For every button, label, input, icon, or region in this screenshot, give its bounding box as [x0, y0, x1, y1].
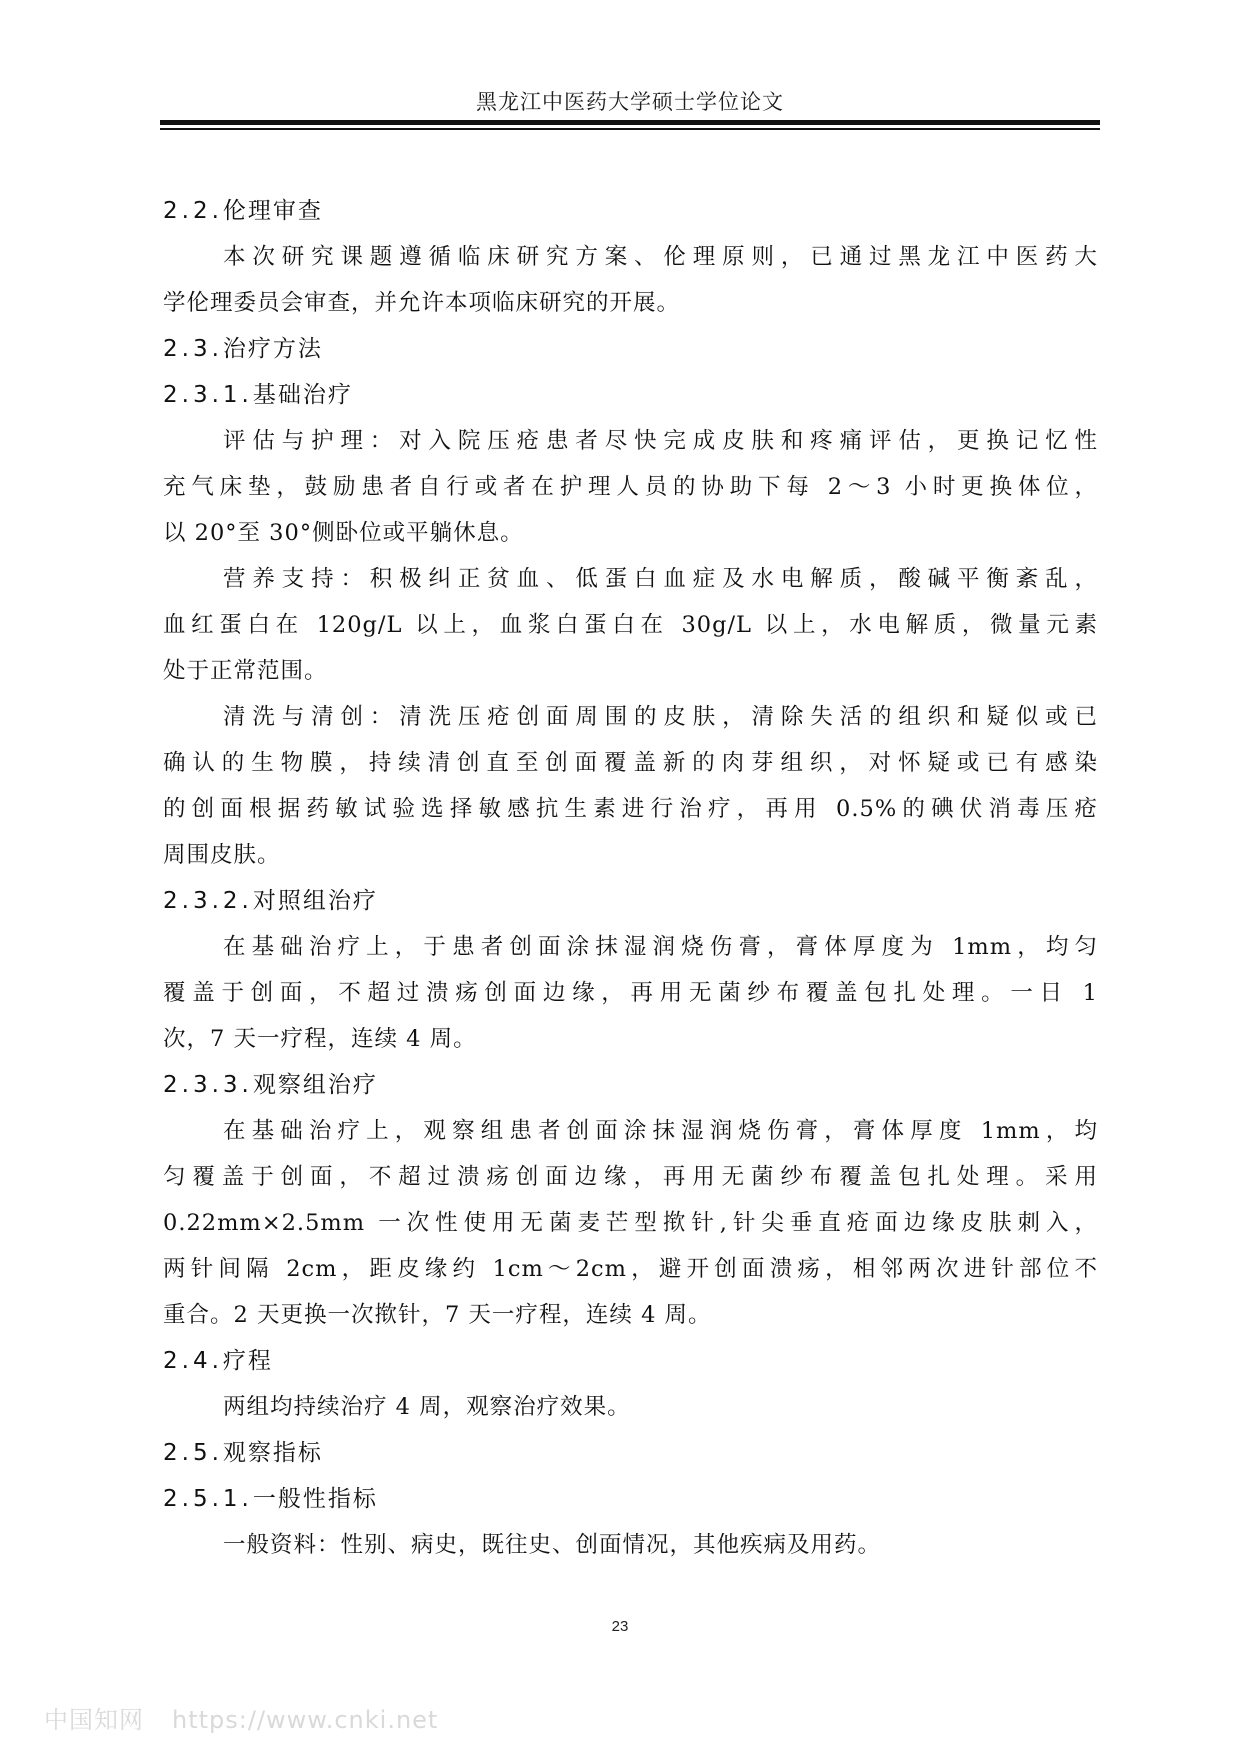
section-title: 疗程	[222, 1348, 273, 1374]
watermark-brand: 中国知网	[44, 1706, 144, 1734]
paragraph	[163, 1384, 1098, 1430]
cnki-watermark	[44, 1700, 438, 1735]
text-line: 一般资料：性别、病史，既往史、创面情况，其他疾病及用药。	[223, 1532, 882, 1558]
section-title: 观察组治疗	[252, 1072, 378, 1098]
section-number: 2.3.3.	[163, 1072, 253, 1098]
section-heading	[163, 188, 1098, 234]
text-line: 处于正常范围。	[163, 658, 328, 684]
text-line: 充气床垫，鼓励患者自行或者在护理人员的协助下每 2～3 小时更换体位，	[163, 474, 1098, 500]
page-number: 23	[611, 1618, 629, 1635]
section-number: 2.5.	[163, 1440, 223, 1466]
section-number: 2.3.1.	[163, 382, 253, 408]
watermark-url: https://www.cnki.net	[172, 1706, 439, 1734]
section-title: 基础治疗	[252, 382, 353, 408]
thesis-body	[163, 188, 1098, 1568]
text-line: 重合。2 天更换一次揿针，7 天一疗程，连续 4 周。	[163, 1302, 712, 1328]
text-line: 血红蛋白在 120g/L 以上，血浆白蛋白在 30g/L 以上，水电解质，微量元素	[163, 612, 1098, 638]
paragraph	[163, 1522, 1098, 1568]
section-number: 2.2.	[163, 198, 223, 224]
paragraph	[163, 234, 1098, 326]
section-title: 观察指标	[222, 1440, 323, 1466]
section-heading	[163, 372, 1098, 418]
text-line: 的创面根据药敏试验选择敏感抗生素进行治疗，再用 0.5%的碘伏消毒压疮	[163, 796, 1098, 822]
text-line: 在基础治疗上，观察组患者创面涂抹湿润烧伤膏，膏体厚度 1mm，均	[223, 1118, 1098, 1144]
text-line: 匀覆盖于创面，不超过溃疡创面边缘，再用无菌纱布覆盖包扎处理。采用	[163, 1164, 1098, 1190]
text-line: 学伦理委员会审查，并允许本项临床研究的开展。	[163, 290, 681, 316]
text-line: 本次研究课题遵循临床研究方案、伦理原则，已通过黑龙江中医药大	[223, 244, 1098, 270]
section-number: 2.4.	[163, 1348, 223, 1374]
paragraph	[163, 418, 1098, 556]
text-line: 覆盖于创面，不超过溃疡创面边缘，再用无菌纱布覆盖包扎处理。一日 1	[163, 980, 1098, 1006]
running-header: 黑龙江中医药大学硕士学位论文	[476, 90, 784, 114]
section-number: 2.5.1.	[163, 1486, 253, 1512]
paragraph	[163, 556, 1098, 694]
section-title: 治疗方法	[222, 336, 323, 362]
text-line: 在基础治疗上，于患者创面涂抹湿润烧伤膏，膏体厚度为 1mm，均匀	[223, 934, 1098, 960]
section-title: 伦理审查	[222, 198, 323, 224]
header-rule-thin	[160, 128, 1100, 130]
paragraph	[163, 694, 1098, 878]
text-line: 次，7 天一疗程，连续 4 周。	[163, 1026, 477, 1052]
paragraph	[163, 924, 1098, 1062]
section-heading	[163, 1338, 1098, 1384]
section-title: 对照组治疗	[252, 888, 378, 914]
text-line: 以 20°至 30°侧卧位或平躺休息。	[163, 520, 524, 546]
text-line: 周围皮肤。	[163, 842, 281, 868]
text-line: 评估与护理：对入院压疮患者尽快完成皮肤和疼痛评估，更换记忆性	[223, 428, 1098, 454]
text-line: 两针间隔 2cm，距皮缘约 1cm～2cm，避开创面溃疡，相邻两次进针部位不	[163, 1256, 1098, 1282]
text-line: 0.22mm×2.5mm 一次性使用无菌麦芒型揿针,针尖垂直疮面边缘皮肤刺入，	[163, 1210, 1098, 1236]
section-number: 2.3.	[163, 336, 223, 362]
header-rule-thick	[160, 120, 1100, 125]
section-title: 一般性指标	[252, 1486, 378, 1512]
section-heading	[163, 1476, 1098, 1522]
text-line: 两组均持续治疗 4 周，观察治疗效果。	[223, 1394, 631, 1420]
section-heading	[163, 326, 1098, 372]
text-line: 营养支持：积极纠正贫血、低蛋白血症及水电解质，酸碱平衡紊乱，	[223, 566, 1098, 592]
section-heading	[163, 1430, 1098, 1476]
section-heading	[163, 1062, 1098, 1108]
paragraph	[163, 1108, 1098, 1338]
section-heading	[163, 878, 1098, 924]
text-line: 确认的生物膜，持续清创直至创面覆盖新的肉芽组织，对怀疑或已有感染	[163, 750, 1098, 776]
section-number: 2.3.2.	[163, 888, 253, 914]
text-line: 清洗与清创：清洗压疮创面周围的皮肤，清除失活的组织和疑似或已	[223, 704, 1098, 730]
